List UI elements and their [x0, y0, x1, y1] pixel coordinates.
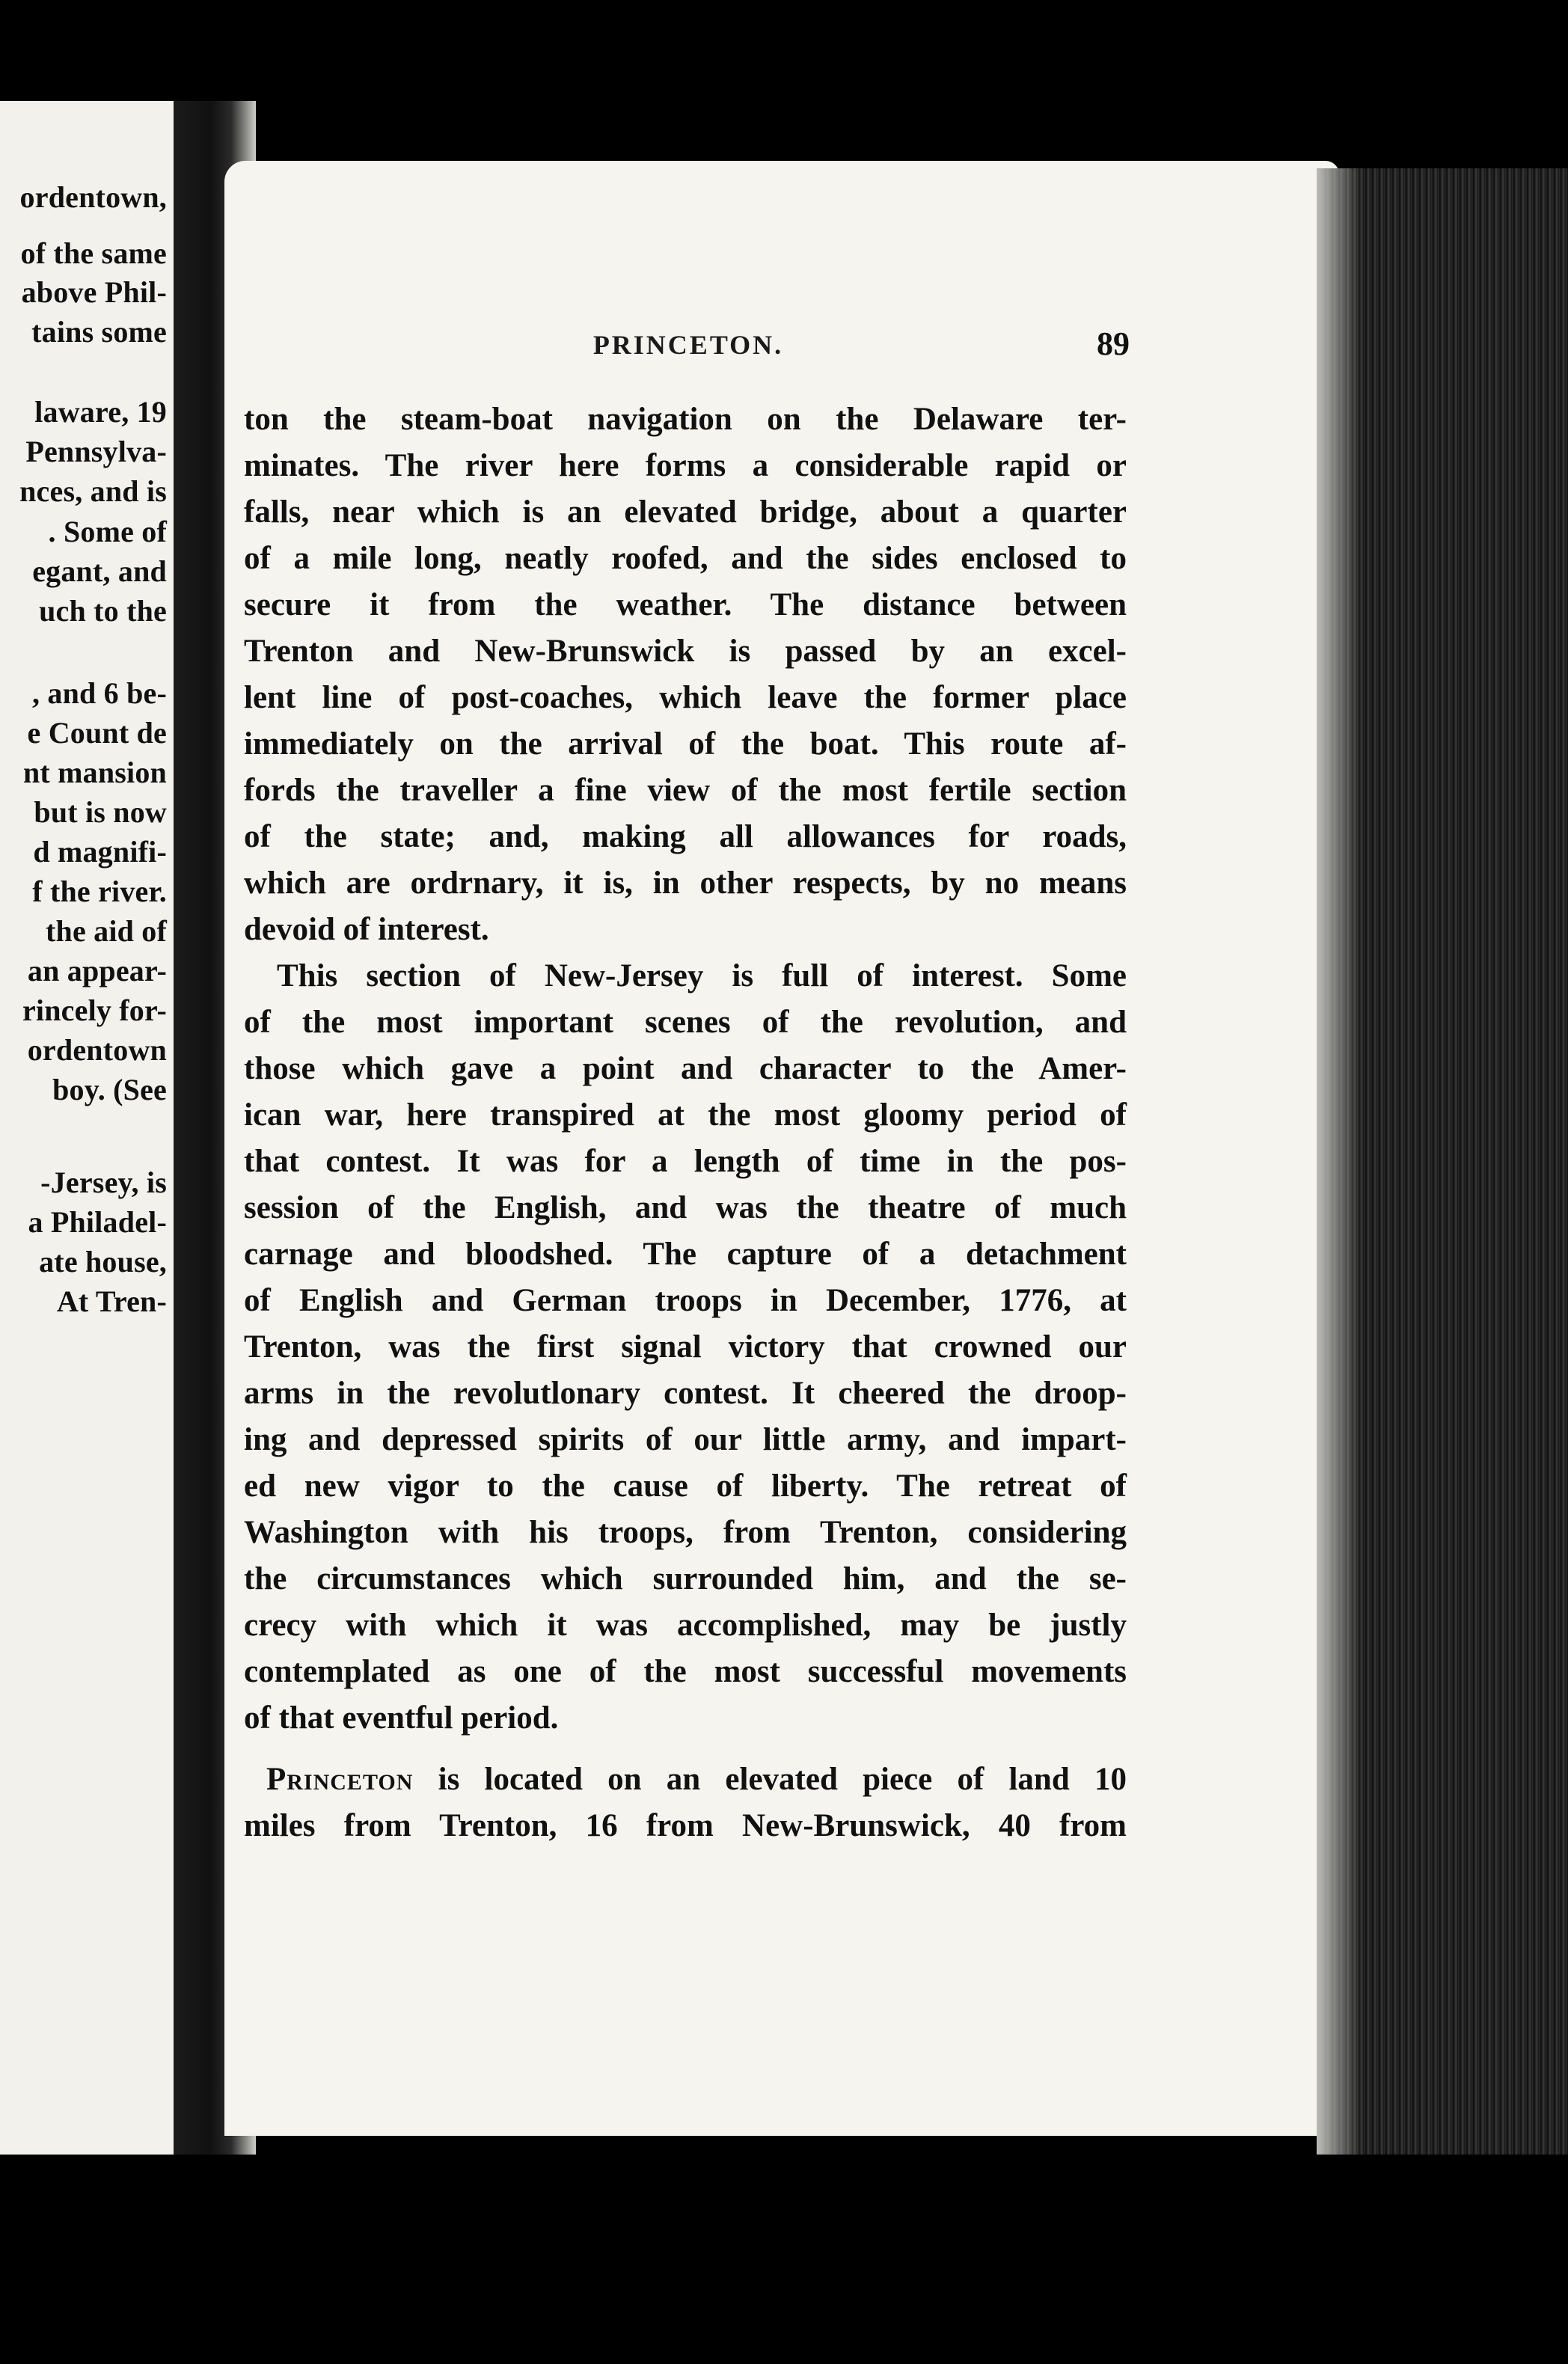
left-page-line: f the river.: [32, 875, 167, 908]
text-line: that contest. It was for a length of time in the pos-: [244, 1144, 1127, 1179]
text-line: which are ordrnary, it is, in other respects, by no means: [244, 866, 1127, 901]
left-page-line: At Tren-: [56, 1284, 167, 1318]
left-page-line: ordentown: [27, 1033, 167, 1067]
text-line: of the most important scenes of the revolution, and: [244, 1005, 1127, 1040]
text-run: is located on an elevated piece of land 10: [413, 1762, 1127, 1797]
text-line: arms in the revolutlonary contest. It cheered the droop-: [244, 1376, 1127, 1411]
page-edge-shadow: [1317, 168, 1362, 2155]
left-page-line: uch to the: [39, 594, 167, 628]
text-line: ing and depressed spirits of our little army, and impart-: [244, 1422, 1127, 1457]
text-line: immediately on the arrival of the boat. This route af-: [244, 726, 1127, 762]
text-line: minates. The river here forms a considerable rapid or: [244, 448, 1127, 483]
left-page-line: the aid of: [46, 914, 167, 948]
paragraph-continuation: [244, 999, 1127, 1742]
paragraph-continuation: [244, 1803, 1127, 1849]
text-line: Trenton and New-Brunswick is passed by an excel-: [244, 634, 1127, 669]
text-line: crecy with which it was accomplished, may be justly: [244, 1608, 1127, 1643]
text-line: of the state; and, making all allowances for roads,: [244, 819, 1127, 854]
paragraph: [244, 396, 1127, 953]
text-line: contemplated as one of the most successful movements: [244, 1654, 1127, 1689]
left-page-line: an appear-: [27, 954, 167, 987]
text-line: carnage and bloodshed. The capture of a detachment: [244, 1237, 1127, 1272]
left-page-line: above Phil-: [21, 275, 167, 309]
text-line: of a mile long, neatly roofed, and the sides enclosed to: [244, 541, 1127, 576]
text-line: This section of New-Jersey is full of interest. Some: [277, 958, 1127, 993]
left-page-line: laware, 19: [34, 395, 167, 429]
left-page-line: ate house,: [39, 1245, 167, 1279]
left-page-line: but is now: [34, 795, 167, 829]
left-page-line: , and 6 be-: [31, 676, 167, 710]
left-page-line: ordentown,: [19, 180, 167, 214]
text-line: the circumstances which surrounded him, and the se-: [244, 1561, 1127, 1596]
paragraph-spacer: [244, 1742, 1127, 1757]
running-head-title: PRINCETON.: [592, 330, 784, 360]
text-line: [266, 1757, 1127, 1803]
text-line: ed new vigor to the cause of liberty. The retreat of: [244, 1469, 1127, 1504]
left-page-line: boy. (See: [52, 1073, 167, 1106]
scan-bottom-border: [0, 2155, 1568, 2364]
text-line: session of the English, and was the theatre of much: [244, 1190, 1127, 1225]
left-page-line: egant, and: [32, 554, 167, 588]
left-page-line: -Jersey, is: [40, 1166, 167, 1199]
text-line: those which gave a point and character to the Amer-: [244, 1051, 1127, 1086]
text-line: Washington with his troops, from Trenton, considering: [244, 1515, 1127, 1550]
left-page-line: tains some: [31, 315, 167, 349]
left-page-line: . Some of: [48, 515, 167, 548]
page-number: 89: [1097, 325, 1130, 362]
text-line: of English and German troops in December, 1776, at: [244, 1283, 1127, 1318]
left-page-line: a Philadel-: [28, 1205, 167, 1239]
left-page-line: nt mansion: [22, 756, 167, 789]
running-head: [247, 325, 1130, 374]
left-page-line: rincely for-: [22, 993, 167, 1027]
page-body: [244, 396, 1127, 1849]
left-page-line: e Count de: [27, 716, 167, 750]
left-page-line: d magnifi-: [33, 835, 167, 869]
left-page-line: Pennsylva-: [25, 435, 167, 468]
previous-page-fragment: [0, 101, 183, 2155]
left-page-line: nces, and is: [19, 474, 167, 508]
text-line: miles from Trenton, 16 from New-Brunswick, 40 from: [244, 1808, 1127, 1843]
text-line: secure it from the weather. The distance between: [244, 587, 1127, 622]
text-line: of that eventful period.: [244, 1700, 559, 1736]
text-line: devoid of interest.: [244, 912, 489, 947]
text-line: ton the steam-boat navigation on the Delaware ter-: [244, 402, 1127, 437]
text-line: ican war, here transpired at the most gloomy period of: [244, 1097, 1127, 1133]
left-page-line: of the same: [20, 236, 167, 270]
text-line: Trenton, was the first signal victory that crowned our: [244, 1329, 1127, 1365]
text-line: lent line of post-coaches, which leave the former place: [244, 680, 1127, 715]
paragraph: [244, 953, 1127, 999]
place-name: Princeton: [266, 1762, 414, 1797]
text-line: falls, near which is an elevated bridge, about a quarter: [244, 494, 1127, 530]
scan-top-border: [0, 0, 1568, 101]
paragraph: [244, 1757, 1127, 1803]
text-line: fords the traveller a fine view of the most fertile section: [244, 773, 1127, 808]
